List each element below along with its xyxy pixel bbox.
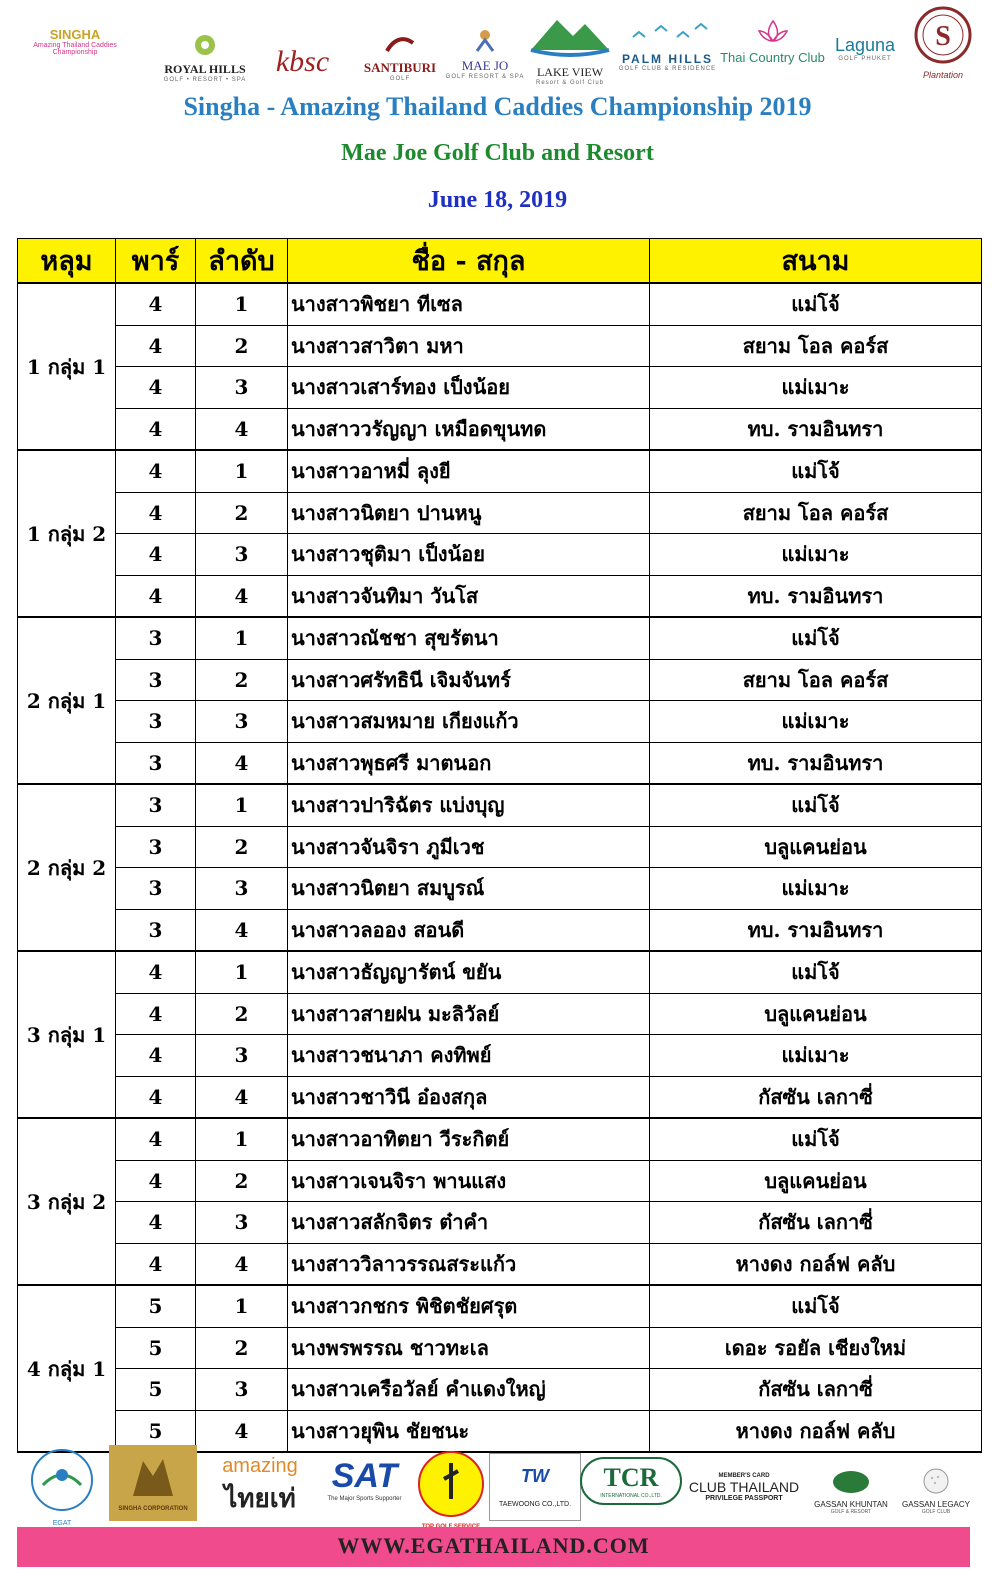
order-cell: 1 <box>196 951 288 993</box>
egat-logo <box>22 1445 102 1527</box>
egat-emblem-icon <box>23 1445 101 1515</box>
par-cell: 4 <box>116 1035 196 1077</box>
par-cell: 4 <box>116 450 196 492</box>
name-cell: นางสาวปาริฉัตร แบ่งบุญ <box>288 784 650 826</box>
course-cell: แม่เมาะ <box>650 868 982 910</box>
order-cell: 3 <box>196 1202 288 1244</box>
name-cell: นางสาววิลาวรรณสระแก้ว <box>288 1243 650 1285</box>
par-cell: 4 <box>116 575 196 617</box>
table-row <box>18 408 982 450</box>
name-cell: นางสาวจันทิมา วันโส <box>288 575 650 617</box>
course-cell: หางดง กอล์ฟ คลับ <box>650 1410 982 1452</box>
sponsor-logos-top <box>20 5 975 90</box>
event-title: Singha - Amazing Thailand Caddies Championship 2019 <box>183 92 812 121</box>
course-cell: แม่โจ้ <box>650 1118 982 1160</box>
table-row <box>18 1369 982 1411</box>
course-cell: แม่โจ้ <box>650 450 982 492</box>
order-cell: 2 <box>196 993 288 1035</box>
course-cell: กัสซัน เลกาซี่ <box>650 1076 982 1118</box>
par-cell: 4 <box>116 283 196 325</box>
table-row <box>18 1076 982 1118</box>
name-cell: นางสาวเจนจิรา พานแสง <box>288 1160 650 1202</box>
course-cell: หางดง กอล์ฟ คลับ <box>650 1243 982 1285</box>
table-row <box>18 1160 982 1202</box>
footer-website-link[interactable]: WWW.EGATHAILAND.COM <box>337 1533 650 1558</box>
course-cell: เดอะ รอยัล เชียงใหม่ <box>650 1327 982 1369</box>
singha-corp-logo <box>109 1445 197 1521</box>
singha-corp-text: SINGHA CORPORATION <box>118 1506 188 1512</box>
course-cell: แม่เมาะ <box>650 1035 982 1077</box>
table-row <box>18 617 982 659</box>
course-cell: สยาม โอล คอร์ส <box>650 659 982 701</box>
thai-text: ไทยเท่ <box>224 1484 296 1514</box>
table-row <box>18 1243 982 1285</box>
hole-group-cell: 2 กลุ่ม 2 <box>18 784 116 951</box>
gassan-legacy-text: GASSAN LEGACY <box>901 1500 971 1509</box>
taewoong-text: TAEWOONG CO.,LTD. <box>498 1501 572 1508</box>
gassan-legacy-logo <box>895 1467 977 1515</box>
table-row <box>18 1035 982 1077</box>
order-cell: 2 <box>196 659 288 701</box>
name-cell: นางสาวยุพิน ชัยชนะ <box>288 1410 650 1452</box>
table-row <box>18 1118 982 1160</box>
maejo-sub: GOLF RESORT & SPA <box>445 74 525 80</box>
table-row <box>18 742 982 784</box>
palm-hills-text: PALM HILLS <box>621 52 714 66</box>
name-cell: นางสาวเครือวัลย์ คำแดงใหญ่ <box>288 1369 650 1411</box>
royal-hills-text: ROYAL HILLS <box>164 62 246 76</box>
order-cell: 2 <box>196 1327 288 1369</box>
name-cell: นางสาวลออง สอนดี <box>288 909 650 951</box>
seal-icon <box>913 5 973 65</box>
par-cell: 3 <box>116 826 196 868</box>
par-cell: 4 <box>116 1160 196 1202</box>
hole-group-cell: 1 กลุ่ม 2 <box>18 450 116 617</box>
name-cell: นางสาวสลักจิตร ต๋าคำ <box>288 1202 650 1244</box>
name-cell: นางสาวชนาภา คงทิพย์ <box>288 1035 650 1077</box>
laguna-logo <box>825 35 905 62</box>
royal-hills-logo <box>160 33 250 83</box>
kbsc-text: kbsc <box>275 45 330 78</box>
table-row <box>18 367 982 409</box>
name-cell: นางสาวกชกร พิชิตชัยศรุต <box>288 1285 650 1327</box>
lotus-icon <box>753 17 793 45</box>
col-par: พาร์ <box>116 239 196 284</box>
gassan-khuntan-emblem-icon <box>831 1469 871 1495</box>
name-cell: นางสาวณัชชา สุขรัตนา <box>288 617 650 659</box>
singha-lion-icon <box>123 1451 183 1501</box>
royal-hills-sub: GOLF • RESORT • SPA <box>163 77 247 83</box>
table-body <box>18 283 982 1452</box>
name-cell: นางสาวชุติมา เป็งน้อย <box>288 534 650 576</box>
santiburi-sub: GOLF <box>389 76 411 82</box>
gassan-legacy-sub: GOLF CLUB <box>921 1509 951 1515</box>
table-row <box>18 575 982 617</box>
name-cell: นางสาวพิชยา ทีเซล <box>288 283 650 325</box>
tw-text: TW <box>521 1466 549 1486</box>
par-cell: 4 <box>116 1118 196 1160</box>
course-cell: แม่เมาะ <box>650 367 982 409</box>
maejo-logo <box>445 27 525 80</box>
table-row <box>18 1285 982 1327</box>
sat-text: SAT <box>331 1457 398 1495</box>
course-cell: ทบ. รามอินทรา <box>650 408 982 450</box>
lakeview-text: LAKE VIEW <box>536 65 604 79</box>
plantation-text: Plantation <box>922 70 964 80</box>
table-row <box>18 909 982 951</box>
table-row <box>18 1202 982 1244</box>
name-cell: นางสาวศรัทธินี เจิมจันทร์ <box>288 659 650 701</box>
par-cell: 4 <box>116 1202 196 1244</box>
tcr-sub: INTERNATIONAL CO.,LTD. <box>600 1493 662 1499</box>
sponsor-logos-bottom <box>17 1445 981 1525</box>
order-cell: 4 <box>196 1410 288 1452</box>
order-cell: 3 <box>196 534 288 576</box>
order-cell: 1 <box>196 283 288 325</box>
club-card-text: MEMBER'S CARD <box>718 1473 770 1479</box>
par-cell: 4 <box>116 534 196 576</box>
thai-country-club-logo <box>720 17 825 65</box>
table-header-row <box>18 239 982 284</box>
siam-country-club-logo <box>908 5 978 80</box>
col-order: ลำดับ <box>196 239 288 284</box>
table-row <box>18 659 982 701</box>
singha-logo-sub: Amazing Thailand Caddies Championship <box>33 42 117 56</box>
course-cell: บลูแคนย่อน <box>650 993 982 1035</box>
par-cell: 5 <box>116 1285 196 1327</box>
amazing-text: amazing <box>222 1455 298 1477</box>
gassan-khuntan-logo <box>807 1469 895 1515</box>
sat-sub: The Major Sports Supporter <box>327 1496 402 1502</box>
course-cell: แม่เมาะ <box>650 534 982 576</box>
name-cell: นางสาวอาทิตยา วีระกิตย์ <box>288 1118 650 1160</box>
course-cell: บลูแคนย่อน <box>650 1160 982 1202</box>
par-cell: 3 <box>116 742 196 784</box>
course-cell: สยาม โอล คอร์ส <box>650 492 982 534</box>
hole-group-cell: 1 กลุ่ม 1 <box>18 283 116 450</box>
tcr-badge <box>580 1457 682 1505</box>
table-row <box>18 325 982 367</box>
order-cell: 1 <box>196 1118 288 1160</box>
order-cell: 3 <box>196 367 288 409</box>
hole-group-cell: 3 กลุ่ม 2 <box>18 1118 116 1285</box>
name-cell: นางพรพรรณ ชาวทะเล <box>288 1327 650 1369</box>
order-cell: 1 <box>196 1285 288 1327</box>
privilege-text: PRIVILEGE PASSPORT <box>705 1495 783 1502</box>
par-cell: 4 <box>116 492 196 534</box>
order-cell: 4 <box>196 1243 288 1285</box>
golf-ball-icon <box>922 1467 950 1495</box>
order-cell: 1 <box>196 450 288 492</box>
table-row <box>18 534 982 576</box>
order-cell: 3 <box>196 1369 288 1411</box>
event-date: June 18, 2019 <box>427 187 568 213</box>
top-golf-logo <box>415 1449 487 1530</box>
sat-logo <box>317 1457 412 1502</box>
maejo-text: MAE JO <box>461 58 509 73</box>
order-cell: 3 <box>196 1035 288 1077</box>
name-cell: นางสาวอาหมี่ ลุงยี <box>288 450 650 492</box>
order-cell: 4 <box>196 408 288 450</box>
table-row <box>18 450 982 492</box>
start-list-table <box>17 238 982 1453</box>
hole-group-cell: 3 กลุ่ม 1 <box>18 951 116 1118</box>
course-cell: ทบ. รามอินทรา <box>650 575 982 617</box>
amazing-thai-logo <box>205 1455 315 1519</box>
order-cell: 2 <box>196 492 288 534</box>
order-cell: 2 <box>196 1160 288 1202</box>
par-cell: 4 <box>116 408 196 450</box>
laguna-sub: GOLF PHUKET <box>838 56 892 62</box>
palm-hills-logo <box>615 17 720 72</box>
order-cell: 4 <box>196 1076 288 1118</box>
name-cell: นางสาวธัญญารัตน์ ขยัน <box>288 951 650 993</box>
table-row <box>18 993 982 1035</box>
lakeview-logo <box>525 10 615 86</box>
par-cell: 3 <box>116 909 196 951</box>
course-cell: กัสซัน เลกาซี่ <box>650 1202 982 1244</box>
par-cell: 3 <box>116 784 196 826</box>
par-cell: 3 <box>116 868 196 910</box>
taewoong-logo <box>489 1453 581 1521</box>
par-cell: 3 <box>116 617 196 659</box>
palm-hills-sub: GOLF CLUB & RESIDENCE <box>618 66 717 72</box>
santiburi-text: SANTIBURI <box>363 60 437 75</box>
mountain-lake-icon <box>527 10 613 60</box>
table-row <box>18 868 982 910</box>
club-thailand-text: CLUB THAILAND <box>688 1479 800 1495</box>
par-cell: 4 <box>116 1243 196 1285</box>
thai-country-text: Thai Country Club <box>720 50 825 65</box>
name-cell: นางสาวสายฝน มะลิวัลย์ <box>288 993 650 1035</box>
order-cell: 4 <box>196 742 288 784</box>
course-cell: สยาม โอล คอร์ส <box>650 325 982 367</box>
table-row <box>18 283 982 325</box>
footer-bar <box>17 1527 970 1567</box>
par-cell: 4 <box>116 993 196 1035</box>
singha-logo <box>25 27 125 56</box>
par-cell: 5 <box>116 1327 196 1369</box>
par-cell: 5 <box>116 1369 196 1411</box>
par-cell: 4 <box>116 1076 196 1118</box>
order-cell: 4 <box>196 909 288 951</box>
name-cell: นางสาวนิตยา สมบูรณ์ <box>288 868 650 910</box>
course-cell: ทบ. รามอินทรา <box>650 742 982 784</box>
lakeview-sub: Resort & Golf Club <box>535 80 605 86</box>
golfer-icon <box>472 27 498 53</box>
par-cell: 4 <box>116 951 196 993</box>
course-cell: แม่โจ้ <box>650 1285 982 1327</box>
col-course: สนาม <box>650 239 982 284</box>
table-row <box>18 826 982 868</box>
course-cell: แม่โจ้ <box>650 784 982 826</box>
par-cell: 5 <box>116 1410 196 1452</box>
tcr-text: TCR <box>603 1463 659 1492</box>
club-thailand-logo <box>685 1473 803 1502</box>
course-cell: แม่โจ้ <box>650 283 982 325</box>
egat-text: EGAT <box>52 1520 72 1527</box>
tcr-logo <box>580 1457 682 1505</box>
santiburi-logo <box>355 33 445 82</box>
swoosh-icon <box>385 33 415 55</box>
table-row <box>18 701 982 743</box>
order-cell: 4 <box>196 575 288 617</box>
table-row <box>18 951 982 993</box>
order-cell: 2 <box>196 826 288 868</box>
name-cell: นางสาวพุธศรี มาตนอก <box>288 742 650 784</box>
top-golf-emblem-icon <box>416 1449 486 1519</box>
venue-title: Mae Joe Golf Club and Resort <box>341 140 654 166</box>
gassan-khuntan-text: GASSAN KHUNTAN <box>814 1500 888 1509</box>
table-row <box>18 784 982 826</box>
name-cell: นางสาวนิตยา ปานหนู <box>288 492 650 534</box>
gassan-khuntan-sub: GOLF & RESORT <box>830 1509 872 1515</box>
order-cell: 1 <box>196 784 288 826</box>
flower-icon <box>193 33 217 57</box>
par-cell: 3 <box>116 659 196 701</box>
name-cell: นางสาวสาวิตา มหา <box>288 325 650 367</box>
birds-icon <box>623 17 713 47</box>
name-cell: นางสาวสมหมาย เกียงแก้ว <box>288 701 650 743</box>
table-row <box>18 1327 982 1369</box>
hole-group-cell: 4 กลุ่ม 1 <box>18 1285 116 1452</box>
course-cell: แม่โจ้ <box>650 951 982 993</box>
order-cell: 3 <box>196 701 288 743</box>
par-cell: 4 <box>116 367 196 409</box>
table-row <box>18 492 982 534</box>
singha-logo-text: SINGHA <box>49 27 101 42</box>
course-cell: แม่เมาะ <box>650 701 982 743</box>
col-hole: หลุม <box>18 239 116 284</box>
kbsc-logo <box>250 45 355 79</box>
course-cell: บลูแคนย่อน <box>650 826 982 868</box>
order-cell: 2 <box>196 325 288 367</box>
name-cell: นางสาวชาวินี อ๋องสกุล <box>288 1076 650 1118</box>
order-cell: 1 <box>196 617 288 659</box>
name-cell: นางสาวเสาร์ทอง เป็งน้อย <box>288 367 650 409</box>
course-cell: แม่โจ้ <box>650 617 982 659</box>
laguna-text: Laguna <box>834 35 896 55</box>
col-name: ชื่อ - สกุล <box>288 239 650 284</box>
name-cell: นางสาวจันจิรา ภูมีเวช <box>288 826 650 868</box>
course-cell: ทบ. รามอินทรา <box>650 909 982 951</box>
name-cell: นางสาววรัญญา เหมือดขุนทด <box>288 408 650 450</box>
order-cell: 3 <box>196 868 288 910</box>
seal-letter: S <box>935 21 951 52</box>
hole-group-cell: 2 กลุ่ม 1 <box>18 617 116 784</box>
par-cell: 4 <box>116 325 196 367</box>
course-cell: กัสซัน เลกาซี่ <box>650 1369 982 1411</box>
par-cell: 3 <box>116 701 196 743</box>
